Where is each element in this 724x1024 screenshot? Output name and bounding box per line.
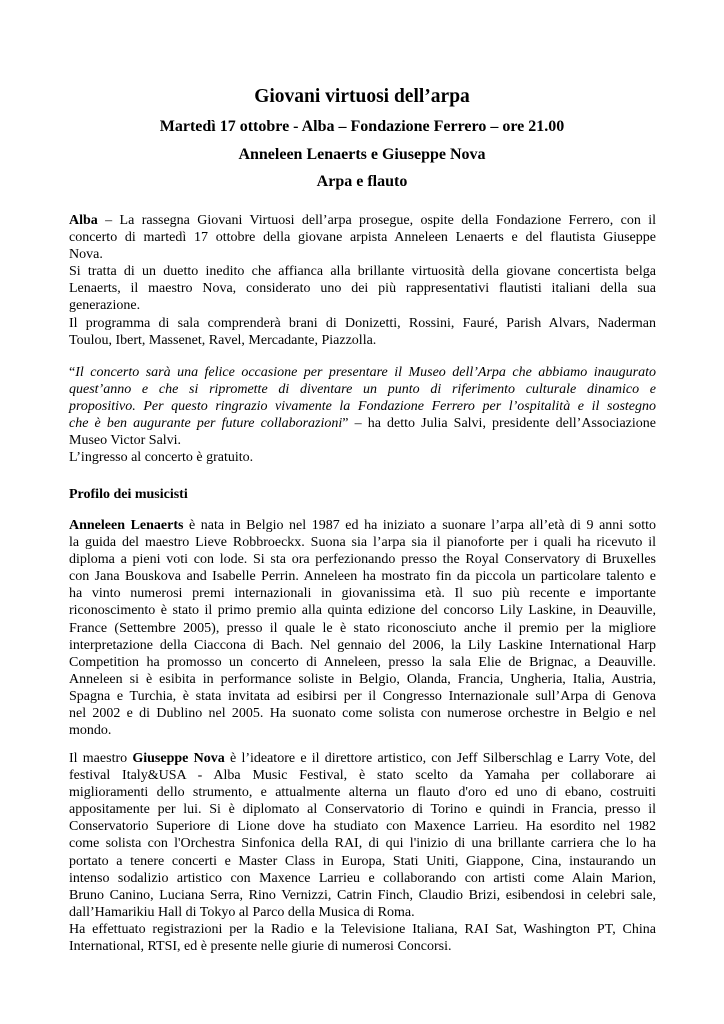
text-line: festival Italy&USA - Alba Music Festival, è stato scelto da Yamaha per collaborare ai — [69, 768, 656, 784]
text-line: mondo. — [69, 723, 112, 739]
text-line: Il maestro Giuseppe Nova è l’ideatore e il direttore artistico, con Jeff Silberschlag e Larry Vote, del — [69, 751, 656, 766]
text-line: Toulou, Ibert, Massenet, Ravel, Mercadante, Piazzolla. — [69, 332, 377, 348]
text-line: L’ingresso al concerto è gratuito. — [69, 450, 254, 466]
city-name: Alba — [69, 213, 98, 228]
text-line: Anneleen Lenaerts è nata in Belgio nel 1987 ed ha iniziato a suonare l’arpa all’età di 9 anni sotto — [69, 518, 656, 533]
text-line: la guida del maestro Lieve Robbroeckx. Suona sia l’arpa sia il pianoforte per i quali ha ricevuto il — [69, 535, 656, 551]
text-line: Alba – La rassegna Giovani Virtuosi dell’arpa prosegue, ospite della Fondazione Ferrero, con il — [69, 213, 656, 228]
text-line: France (Settembre 2005), presso il quale le è stato riconosciuto anche il premio per la migliore — [69, 620, 656, 636]
musician-name: Giuseppe Nova — [132, 751, 225, 766]
instruments-heading: Arpa e flauto — [316, 173, 408, 190]
text-line: nel 2002 e di Dublino nel 2005. Ha suonato come solista con numerose orchestre in Belgio e nel — [69, 706, 656, 722]
text-line: che è ben augurante per future collaborazioni” – ha detto Julia Salvi, presidente dell’Associazione — [69, 416, 656, 432]
text-line: Lenaerts, il maestro Nova, considerato uno dei più rappresentativi flautisti italiani della sua — [69, 281, 656, 297]
text-line: ha vinto numerosi premi internazionali in giovanissima età. Il suo più recente e importante — [69, 586, 656, 602]
text-line: Spagna e Turchia, è stata invitata ad esibirsi per il Congresso Internazionale sull’Arpa di Genova — [69, 688, 656, 704]
text-line: Museo Victor Salvi. — [69, 433, 182, 449]
text-line: generazione. — [69, 298, 141, 314]
text-line: concerto di martedì 17 ottobre della giovane arpista Anneleen Lenaerts e del flautista Giuseppe — [69, 230, 656, 246]
performers-heading: Anneleen Lenaerts e Giuseppe Nova — [238, 146, 486, 163]
text-line: Il programma di sala comprenderà brani di Donizetti, Rossini, Fauré, Parish Alvars, Naderman — [69, 315, 656, 331]
text-line: dall’Hamarikiu Hall di Tokyo al Parco della Musica di Roma. — [69, 904, 415, 920]
text-line: intenso sodalizio artistico con Maxence Larrieu e collaborando con artisti come Alain Marion, — [69, 870, 656, 886]
nova-bio-paragraph — [69, 750, 656, 955]
text-line: Anneleen si è esibita in performance soliste in Belgio, Olanda, Francia, Ungheria, Italia, Austria, — [69, 671, 656, 687]
text-line: Competition ha promosso un concerto di Anneleen, presso la sala Elie de Brignac, a Deauville. — [69, 654, 656, 670]
intro-paragraph — [69, 212, 656, 349]
text-line: Ha effettuato registrazioni per la Radio e la Televisione Italiana, RAI Sat, Washington PT, China — [69, 921, 656, 937]
quote-paragraph — [69, 364, 656, 467]
text-line: come solista con l'Orchestra Sinfonica della RAI, di qui l'inizio di una brillante carriera che lo ha — [69, 836, 656, 852]
text-line: con Jana Bouskova and Isabelle Perrin. Anneleen ha mostrato fin da piccola un particolare talento e — [69, 569, 656, 585]
text-line: portato a tenere concerti e Master Class in Europa, Stati Uniti, Giappone, Cina, instaurando un — [69, 853, 656, 869]
text-line: Si tratta di un duetto inedito che affianca alla brillante virtuosità della giovane concertista belga — [69, 264, 656, 280]
text-line: quest’anno e che si ripromette di diventare un punto di riferimento culturale dinamico e — [69, 382, 656, 398]
text-line: appositamente per lui. Si è diplomato al Conservatorio di Torino e quindi in Francia, presso il — [69, 802, 656, 818]
lenaerts-bio-paragraph — [69, 517, 656, 739]
event-date-venue: Martedì 17 ottobre - Alba – Fondazione Ferrero – ore 21.00 — [159, 118, 565, 135]
text-line: International, RTSI, ed è presente nelle giurie di numerosi Concorsi. — [69, 939, 452, 955]
text-line: riconoscimento è stato il primo premio alla quinta edizione del concorso Lily Laskine, in Deauville, — [69, 603, 656, 619]
text-line: interpretazione della Ciaccona di Bach. Nel gennaio del 2006, la Lily Laskine International Harp — [69, 637, 656, 653]
text-line: miglioramenti dello strumento, e attualmente alterna un flauto d'oro ed uno di ebano, costruiti — [69, 785, 656, 801]
text-line: Nova. — [69, 247, 103, 263]
text-line: “Il concerto sarà una felice occasione per presentare il Museo dell’Arpa che abbiamo inaugurato — [69, 365, 656, 380]
musician-name: Anneleen Lenaerts — [69, 518, 184, 533]
text-line: Conservatorio Superiore di Lione dove ha studiato con Maxence Larrieu. Ha esordito nel 1982 — [69, 819, 656, 835]
text-line: diploma a pieni voti con lode. Si sta ora perfezionando presso the Royal Conservatory di Bruxelles — [69, 552, 656, 568]
document-title: Giovani virtuosi dell’arpa — [254, 86, 470, 107]
section-heading: Profilo dei musicisti — [69, 487, 188, 502]
text-line: propositivo. Per questo ringrazio vivamente la Fondazione Ferrero per l’ospitalità e il sostegno — [69, 399, 656, 415]
text-line: Bruno Canino, Luciana Serra, Rino Vernizzi, Catrin Finch, Claudio Brizi, esibendosi in celebri sale, — [69, 887, 656, 903]
